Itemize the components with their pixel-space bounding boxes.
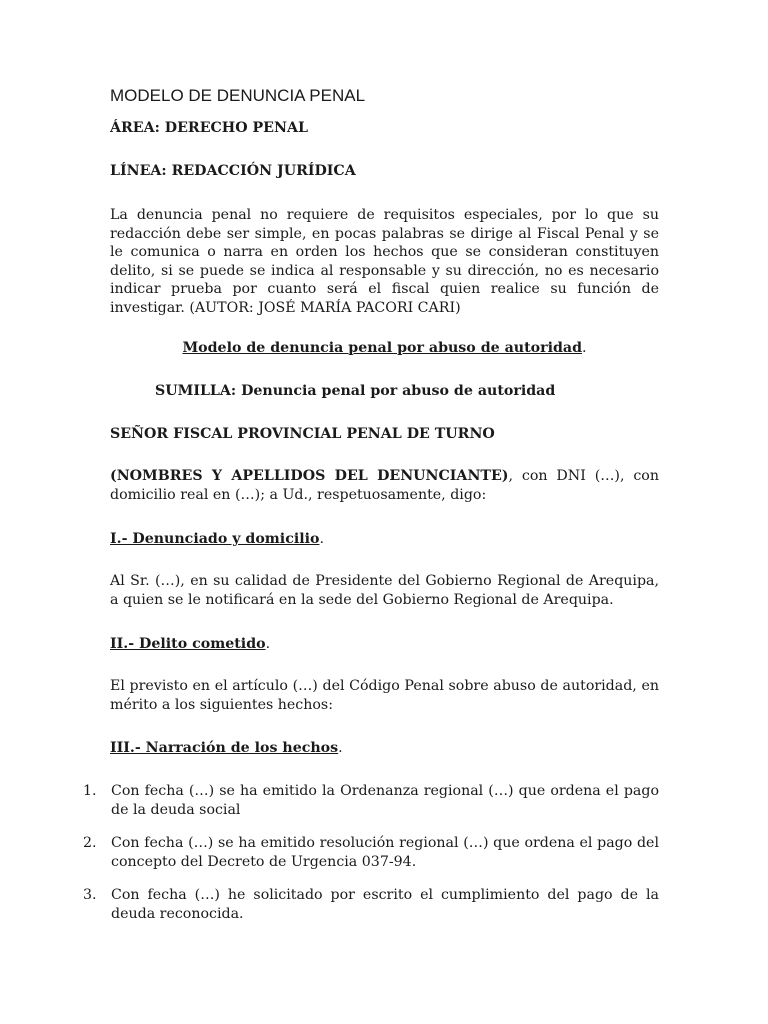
section-2-period: .: [265, 636, 271, 652]
hechos-list: [83, 782, 659, 923]
area-line: ÁREA: DERECHO PENAL: [110, 120, 308, 136]
list-item-text: Con fecha (…) se ha emitido la Ordenanza regional (…) que ordena el pago de la deuda social: [111, 783, 659, 818]
document-title: MODELO DE DENUNCIA PENAL: [110, 86, 366, 105]
denunciante-details: , con DNI (…), con domicilio real en (…); a Ud., respetuosamente, digo:: [110, 468, 659, 503]
modelo-heading-line: [110, 339, 659, 358]
sumilla-line: SUMILLA: Denuncia penal por abuso de autoridad: [155, 383, 556, 399]
section-3-period: .: [338, 740, 343, 756]
section-2-text: El previsto en el artículo (…) del Código Penal sobre abuso de autoridad, en mérito a los siguientes hechos:: [110, 678, 659, 713]
section-1-text: Al Sr. (…), en su calidad de Presidente del Gobierno Regional de Arequipa, a quien se le notificará en la sede del Gobierno Regional de Arequipa.: [110, 573, 659, 608]
section-1-period: .: [319, 531, 324, 547]
denunciante-paragraph: [110, 467, 659, 504]
modelo-period: .: [582, 340, 587, 356]
section-2-heading-line: [110, 635, 659, 654]
section-2-heading: II.- Delito cometido: [110, 636, 266, 652]
list-item: [83, 834, 659, 871]
addressee-line: SEÑOR FISCAL PROVINCIAL PENAL DE TURNO: [110, 426, 495, 442]
denunciante-name-placeholder: (NOMBRES Y APELLIDOS DEL DENUNCIANTE): [110, 468, 509, 484]
section-1-heading-line: [110, 530, 659, 549]
section-3-heading: III.- Narración de los hechos: [110, 740, 339, 756]
list-item-text: Con fecha (…) he solicitado por escrito el cumplimiento del pago de la deuda reconocida.: [111, 887, 659, 922]
intro-paragraph: La denuncia penal no requiere de requisitos especiales, por lo que su redacción debe ser simple, en pocas palabras se dirige al Fiscal Penal y se le comunica o narra en orden los hechos que se consideran constituyen delito, si se puede se indica al responsable y su dirección, no es necesario indicar prueba por cuanto será el fiscal quien realice su función de investigar. (AUTOR: JOSÉ MARÍA PACORI CARI): [110, 207, 659, 316]
list-item-number: 2.: [83, 835, 97, 851]
list-item: [83, 782, 659, 819]
list-item-text: Con fecha (…) se ha emitido resolución regional (…) que ordena el pago del concepto del Decreto de Urgencia 037-94.: [111, 835, 659, 870]
list-item: [83, 886, 659, 923]
modelo-heading: Modelo de denuncia penal por abuso de autoridad: [182, 340, 583, 356]
section-3-heading-line: [110, 739, 659, 758]
section-1-heading: I.- Denunciado y domicilio: [110, 531, 320, 547]
list-item-number: 3.: [83, 887, 97, 903]
linea-line: LÍNEA: REDACCIÓN JURÍDICA: [110, 163, 356, 179]
list-item-number: 1.: [83, 783, 97, 799]
